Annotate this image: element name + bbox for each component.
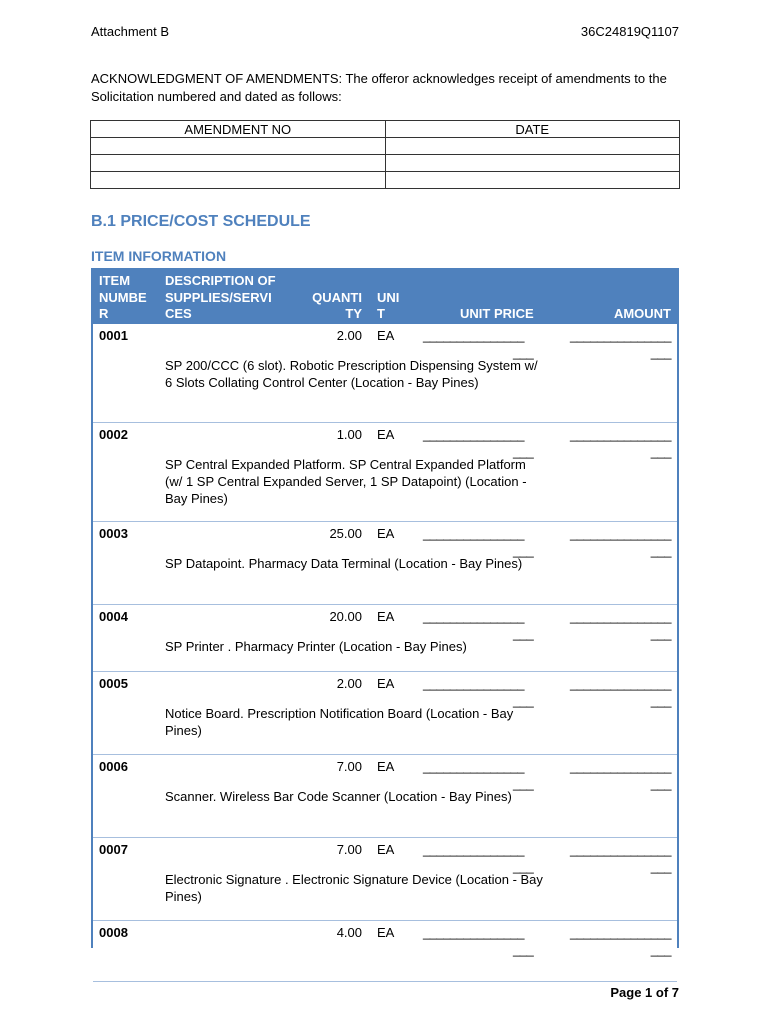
item-quantity: 4.00 [336,925,362,940]
amendment-no-cell[interactable] [91,138,386,155]
col-description-header: DESCRIPTION OF SUPPLIES/SERVI CES [165,273,276,321]
item-number: 0002 [99,427,128,442]
col-quantity-header: QUANTI TY [312,289,362,321]
item-quantity: 25.00 [329,526,362,541]
date-cell[interactable] [385,172,680,189]
price-schedule-grid [91,268,679,957]
unit-price-blank[interactable]: _______________ [423,328,524,343]
item-number: 0008 [99,925,128,940]
table-row [93,921,677,982]
item-quantity: 20.00 [329,609,362,624]
unit-price-blank[interactable]: _______________ [423,842,524,857]
table-row [93,605,677,672]
item-quantity: 2.00 [336,676,362,691]
item-unit: EA [377,609,395,624]
amendment-no-header: AMENDMENT NO [91,121,386,138]
amount-blank[interactable]: _______________ [570,526,671,541]
amount-blank[interactable]: _______________ [570,609,671,624]
amount-blank-cont: ___ [650,693,671,708]
item-quantity: 7.00 [336,842,362,857]
item-unit: EA [377,526,395,541]
amount-blank-cont: ___ [650,345,671,360]
amount-blank-cont: ___ [650,444,671,459]
unit-price-blank[interactable]: _______________ [423,609,524,624]
acknowledgment-text: ACKNOWLEDGMENT OF AMENDMENTS: The offeror acknowledges receipt of amendments to the Solicitation numbered and dated as follows: [91,71,667,104]
amendment-table [90,120,680,189]
item-quantity: 7.00 [336,759,362,774]
amount-blank[interactable]: _______________ [570,676,671,691]
amount-blank-cont: ___ [650,776,671,791]
col-item-header: ITEM NUMBE R [99,273,147,321]
unit-price-blank[interactable]: _______________ [423,676,524,691]
item-number: 0007 [99,842,128,857]
table-row [93,838,677,921]
unit-price-blank[interactable]: _______________ [423,526,524,541]
item-description: Scanner. Wireless Bar Code Scanner (Location - Bay Pines) [165,789,512,804]
unit-price-blank-cont: ___ [513,543,534,558]
date-cell[interactable] [385,155,680,172]
item-quantity: 2.00 [336,328,362,343]
amount-blank-cont: ___ [650,626,671,641]
amount-blank[interactable]: _______________ [570,427,671,442]
table-row [93,755,677,838]
date-cell[interactable] [385,138,680,155]
page-number: Page 1 of 7 [610,985,679,1000]
col-amount-header: AMOUNT [613,306,671,321]
item-unit: EA [377,759,395,774]
unit-price-blank[interactable]: _______________ [423,925,524,940]
unit-price-blank-cont: ___ [513,444,534,459]
item-description: SP Datapoint. Pharmacy Data Terminal (Location - Bay Pines) [165,556,523,571]
table-row [93,423,677,522]
header-attachment: Attachment B [91,24,170,39]
amount-blank[interactable]: _______________ [570,842,671,857]
amount-blank-cont: ___ [650,543,671,558]
amount-blank[interactable]: _______________ [570,328,671,343]
col-unit-header: UNI T [377,289,400,321]
amount-blank-cont: ___ [650,859,671,874]
item-rows [93,324,677,982]
item-unit: EA [377,925,395,940]
item-unit: EA [377,427,395,442]
unit-price-blank-cont: ___ [513,345,534,360]
col-unit-price-header: UNIT PRICE [460,306,534,321]
amount-blank[interactable]: _______________ [570,759,671,774]
amount-blank-cont: ___ [650,942,671,957]
unit-price-blank-cont: ___ [513,859,534,874]
unit-price-blank-cont: ___ [513,626,534,641]
grid-header [93,268,677,324]
unit-price-blank[interactable]: _______________ [423,427,524,442]
item-description: Electronic Signature . Electronic Signature Device (Location - Bay Pines) [165,872,543,904]
item-number: 0001 [99,328,128,343]
unit-price-blank-cont: ___ [513,776,534,791]
unit-price-blank-cont: ___ [513,942,534,957]
date-header: DATE [385,121,680,138]
item-unit: EA [377,676,395,691]
subsection-title: ITEM INFORMATION [91,248,227,264]
item-description: SP Central Expanded Platform. SP Central Expanded Platform (w/ 1 SP Central Expanded Server, 1 SP Datapoint) (Location - Bay Pines) [165,457,527,506]
item-unit: EA [377,328,395,343]
unit-price-blank-cont: ___ [513,693,534,708]
amendment-no-cell[interactable] [91,155,386,172]
item-number: 0003 [99,526,128,541]
unit-price-blank[interactable]: _______________ [423,759,524,774]
item-number: 0006 [99,759,128,774]
section-title: B.1 PRICE/COST SCHEDULE [91,213,311,230]
item-description: Notice Board. Prescription Notification Board (Location - Bay Pines) [165,706,514,738]
amount-blank[interactable]: _______________ [570,925,671,940]
table-row [93,324,677,423]
item-number: 0005 [99,676,128,691]
header-solicitation-number: 36C24819Q1107 [580,24,679,39]
item-unit: EA [377,842,395,857]
item-number: 0004 [99,609,128,624]
table-row [93,522,677,605]
item-description: SP Printer . Pharmacy Printer (Location - Bay Pines) [165,639,467,654]
item-quantity: 1.00 [336,427,362,442]
amendment-no-cell[interactable] [91,172,386,189]
item-description: SP 200/CCC (6 slot). Robotic Prescription Dispensing System w/ 6 Slots Collating Control Center (Location - Bay Pines) [165,358,538,390]
table-row [93,672,677,755]
